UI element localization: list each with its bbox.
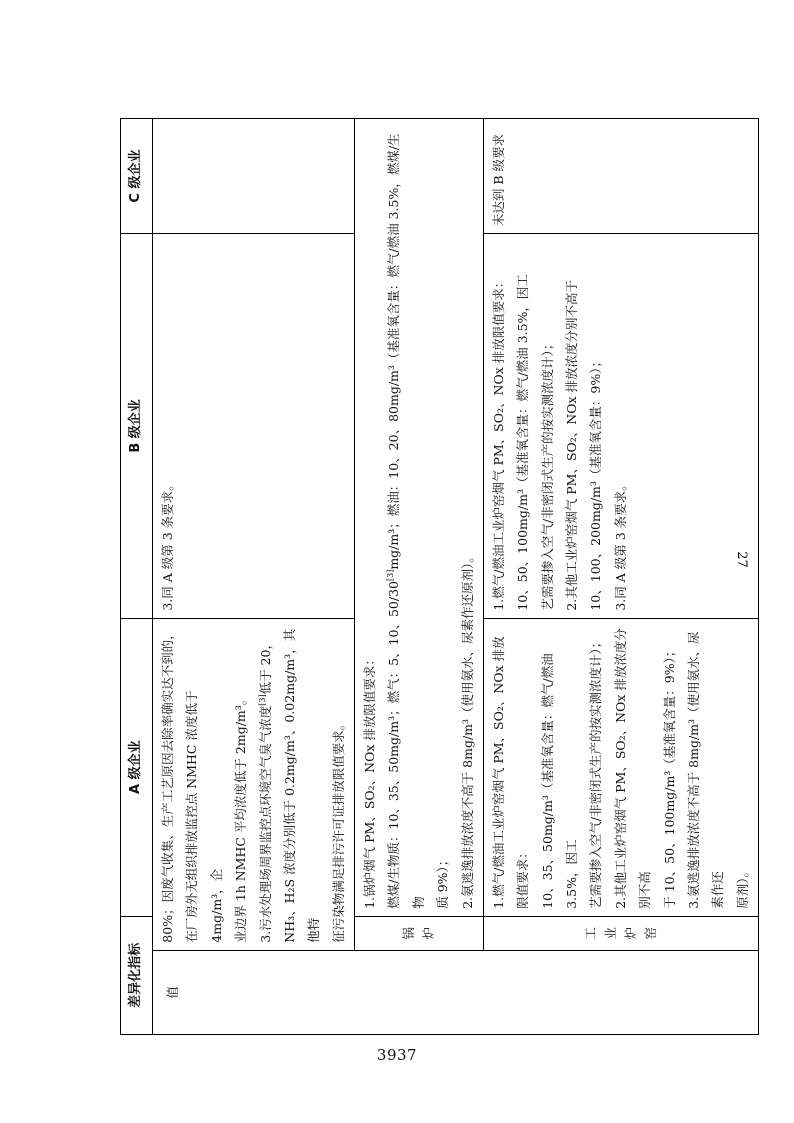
text-line: 于 10、50、100mg/m³（基准氧含量：9%）； xyxy=(661,644,677,909)
row3-c xyxy=(483,119,758,234)
text-line: 未达到 B 级要求 xyxy=(490,134,506,227)
row1-a xyxy=(153,618,355,950)
row3-subject: 工业炉窑 xyxy=(483,916,758,950)
footnote-ref: [3] xyxy=(386,569,396,582)
text-line: NH₃、H₂S 浓度分别低于 0.2mg/m³、0.02mg/m³，其他特 xyxy=(281,628,322,943)
row1-b xyxy=(153,234,355,618)
text-fragment: 燃煤/生物质：10、35、50mg/m³；燃气：5、10、50/30 xyxy=(386,581,402,909)
text-line: 业边界 1h NMHC 平均浓度低于 2mg/m³。 xyxy=(233,692,249,943)
row3-a xyxy=(483,618,758,916)
header-row xyxy=(121,119,153,1035)
text-line: 2.其他工业炉窑烟气 PM、SO₂、NOx 排放浓度分别不高 xyxy=(612,628,653,909)
header-b: B 级企业 xyxy=(121,234,153,618)
text-line: 3.氨逃逸排放浓度不高于 8mg/m³（使用氨水、尿素作还 xyxy=(685,631,726,909)
text-line: 80%；因废气收集、生产工艺原因去除率确实达不到的， xyxy=(160,627,175,943)
table-row xyxy=(355,119,484,1035)
text-line: 2.氨逃逸排放浓度不高于 8mg/m³（使用氨水、尿素作还原剂）。 xyxy=(459,550,475,909)
table-row xyxy=(153,119,355,1035)
row-label: 值 xyxy=(165,986,180,999)
text-line: 1.燃气/燃油工业炉窑烟气 PM、SO₂、NOx 排放限值要求： xyxy=(490,636,531,909)
text-line: 艺需要掺入空气/非密闭式生产的按实测浓度计）； xyxy=(588,635,604,909)
text-line: 质 9%）； xyxy=(435,853,451,909)
header-a: A 级企业 xyxy=(121,618,153,916)
text-line-compound xyxy=(382,126,431,909)
page-number: 3937 xyxy=(376,1046,418,1064)
text-line: 2.其他工业炉窑烟气 PM、SO₂、NOx 排放浓度分别不高于 xyxy=(564,280,579,611)
text-fragment: mg/m³；燃油：10、20、80mg/m³（基准氧含量：燃气/燃油 3.5%，燃煤/生物 xyxy=(386,133,426,909)
text-fragment: 低于 20， xyxy=(257,637,273,695)
text-line: 10、35、50mg/m³（基准氧含量：燃气/燃油 3.5%，因工 xyxy=(539,653,579,909)
table-row xyxy=(483,119,758,1035)
text-fragment: 3.污水处理场周界监控点环境空气臭气浓度 xyxy=(257,705,273,943)
header-indicator: 差异化指标 xyxy=(121,916,153,1034)
text-line: 1.锅炉烟气 PM、SO₂、NOx 排放限值要求： xyxy=(362,653,377,909)
text-line: 征污染物满足排污许可证排放限值要求。 xyxy=(330,717,346,943)
row2-subject: 锅炉 xyxy=(355,916,484,950)
text-line: 10、50、100mg/m³（基准氧含量：燃气/燃油 3.5%，因工 xyxy=(515,274,531,611)
text-line: 在厂房外无组织排放监控点 NMHC 浓度低于 4mg/m³，企 xyxy=(184,690,224,943)
row3-b xyxy=(483,234,758,618)
row-label-cell xyxy=(153,950,759,1034)
text-line: 3.同 A 级第 3 条要求。 xyxy=(160,478,175,611)
text-line: 3.同 A 级第 3 条要求。 xyxy=(612,478,628,611)
row2-ab xyxy=(355,119,484,917)
footnote-ref: [3] xyxy=(257,694,267,706)
text-line: 原剂）。 xyxy=(734,865,750,909)
text-line: 艺需要掺入空气/非密闭式生产的按实测浓度计）； xyxy=(539,337,555,611)
row1-c xyxy=(153,119,355,234)
header-c: C 级企业 xyxy=(121,119,153,234)
text-line: 1.燃气/燃油工业炉窑烟气 PM、SO₂、NOx 排放限值要求： xyxy=(490,275,506,611)
indicator-table xyxy=(120,118,759,1035)
text-line-compound xyxy=(254,626,278,943)
text-line: 10、100、200mg/m³（基准氧含量：9%）； xyxy=(588,355,604,611)
inner-page-number: 27 xyxy=(733,551,749,568)
